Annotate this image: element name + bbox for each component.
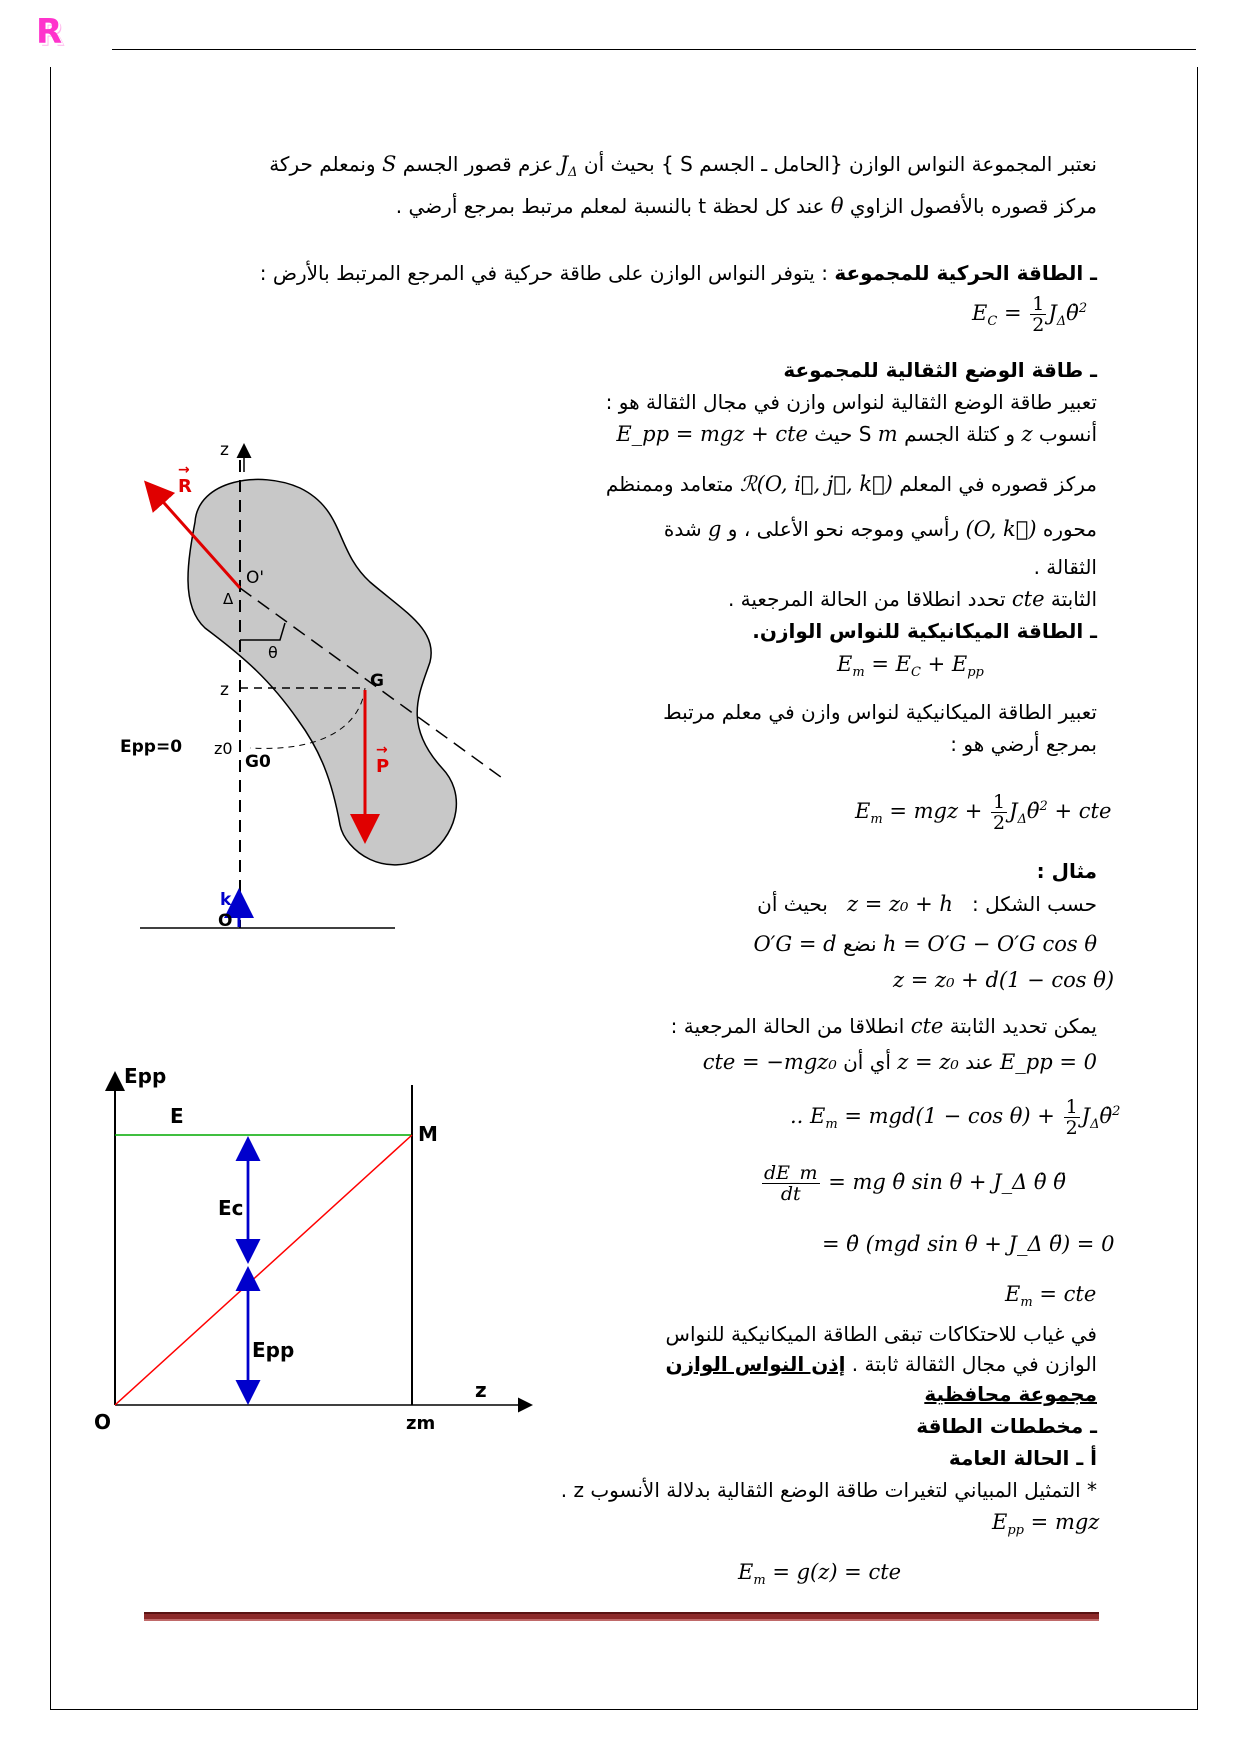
example-line-2: h = O′G − O′G cos θ نضع O′G = d bbox=[753, 932, 1097, 956]
r-arrow-accent: → bbox=[178, 462, 190, 478]
z-label: z bbox=[220, 680, 229, 700]
example-equation-constant: $E_m$ = cte bbox=[1005, 1282, 1097, 1311]
example-line-4: يمكن تحديد الثابتة cte انطلاقا من الحالة المرجعية : bbox=[670, 1014, 1097, 1038]
delta-label: Δ bbox=[223, 590, 234, 608]
p-label: P bbox=[376, 756, 390, 777]
z-axis-label: z bbox=[220, 440, 229, 460]
potential-line-4: محوره (O, k⃗) رأسي وموجه نحو الأعلى ، و g شدة bbox=[663, 517, 1097, 541]
diagrams-line-1: * التمثيل المبياني لتغيرات طاقة الوضع الثقالية بدلالة الأنسوب z . bbox=[560, 1478, 1097, 1502]
z0-label: z0 bbox=[214, 739, 233, 758]
kinetic-heading: ـ الطاقة الحركية للمجموعة : يتوفر النواس الوازن على طاقة حركية في المرجع المرتبط بالأرض : bbox=[259, 261, 1097, 285]
diagrams-equation-2: $E_m = g(z)$ = cte bbox=[738, 1560, 902, 1589]
potential-heading: ـ طاقة الوضع الثقالية للمجموعة bbox=[783, 358, 1097, 382]
intro-line-1: نعتبر المجموعة النواس الوازن {الحامل ـ الجسم S } بحيث أن $J_\Delta$ عزم قصور الجسم S ونمعلم حركة bbox=[269, 152, 1097, 180]
mechanical-equation-2: $E_m$ = mgz + $\frac{1}{2}$ $J_\Delta\thetȧ^2$ + cte bbox=[855, 791, 1112, 834]
zm-label: zm bbox=[406, 1413, 436, 1434]
mechanical-heading: ـ الطاقة الميكانيكية للنواس الوازن. bbox=[752, 619, 1097, 643]
conclusion-line-2: الوازن في مجال الثقالة ثابتة . إذن النواس الوازن bbox=[665, 1352, 1097, 1376]
pendulum-body bbox=[188, 479, 456, 864]
header-rule bbox=[112, 49, 1196, 50]
footer-rule bbox=[144, 1612, 1099, 1621]
intro-line-2: مركز قصوره بالأفصول الزاوي θ عند كل لحظة t بالنسبة لمعلم مرتبط بمرجع أرضي . bbox=[395, 194, 1097, 218]
potential-line-3: مركز قصوره في المعلم ℛ(O, i⃗, j⃗, k⃗) متعامد وممنظم bbox=[605, 472, 1097, 496]
example-line-5: E_pp = 0 عند z = z₀ أي أن cte = −mgz₀ bbox=[702, 1050, 1097, 1074]
example-heading: مثال : bbox=[1036, 859, 1097, 883]
potential-line-2: أنسوب z و كتلة الجسم S m حيث E_pp = mgz + cte bbox=[616, 422, 1097, 446]
potential-line-1: تعبير طاقة الوضع الثقالية لنواس وازن في مجال الثقالة هو : bbox=[605, 390, 1097, 414]
pendulum-figure bbox=[120, 430, 540, 950]
energy-diagram bbox=[90, 1055, 550, 1435]
mechanical-line-1: تعبير الطاقة الميكانيكية لنواس وازن في معلم مرتبط bbox=[663, 700, 1097, 724]
potential-line-5: الثقالة . bbox=[1033, 555, 1097, 579]
origin-label: O bbox=[94, 1410, 112, 1434]
epp-label: Epp bbox=[252, 1338, 295, 1362]
conclusion-line-1: في غياب للاحتكاكات تبقى الطاقة الميكانيكية للنواس bbox=[665, 1322, 1097, 1346]
o-prime-label: O' bbox=[246, 568, 265, 588]
k-label: k bbox=[220, 890, 232, 910]
diagrams-equation-1: $E_{pp}$ = mgz bbox=[992, 1510, 1100, 1539]
mechanical-equation-1: $E_m = E_C + E_{pp}$ bbox=[837, 652, 984, 681]
ec-label: Ec bbox=[218, 1196, 244, 1220]
diagrams-subheading: أ ـ الحالة العامة bbox=[948, 1446, 1097, 1470]
example-equation-derivative: $\frac{dE\_m}{dt}$ = mg θ̇ sin θ + J_Δ θ̇ θ̈ bbox=[764, 1162, 1066, 1205]
origin-label: O bbox=[218, 911, 233, 931]
example-line-3: z = z₀ + d(1 − cos θ) bbox=[893, 968, 1115, 992]
example-line-1: حسب الشكل : z = z₀ + h بحيث أن bbox=[757, 892, 1097, 916]
epp-zero-label: Epp=0 bbox=[120, 737, 183, 757]
g-label: G bbox=[370, 671, 384, 691]
potential-line-6: الثابتة cte تحدد انطلاقا من الحالة المرجعية . bbox=[727, 587, 1097, 611]
g0-label: G0 bbox=[245, 752, 271, 772]
example-equation-em: .. $E_m = mgd(1 - \cos \theta)$ + $\frac{1}{2}$ $J_\Delta\thetȧ^2$ bbox=[790, 1096, 1121, 1139]
conclusion-line-3: مجموعة محافظية bbox=[924, 1382, 1097, 1406]
kinetic-equation: $E_C$ = $\frac{1}{2}$ $J_\Delta\thetȧ^2$ bbox=[972, 293, 1088, 336]
m-label: M bbox=[418, 1122, 438, 1146]
example-equation-factored: = θ̇ (mgd sin θ + J_Δ θ̈) = 0 bbox=[822, 1232, 1115, 1256]
logo: R bbox=[36, 12, 63, 52]
p-arrow-accent: → bbox=[376, 742, 388, 758]
diagrams-heading: ـ مخططات الطاقة bbox=[916, 1414, 1097, 1438]
r-label: R bbox=[178, 476, 192, 497]
mechanical-line-2: بمرجع أرضي هو : bbox=[950, 732, 1097, 756]
theta-label: θ bbox=[268, 643, 278, 662]
e-label: E bbox=[170, 1104, 184, 1128]
z-axis-label: z bbox=[475, 1378, 487, 1402]
y-axis-label: Epp bbox=[124, 1064, 167, 1088]
